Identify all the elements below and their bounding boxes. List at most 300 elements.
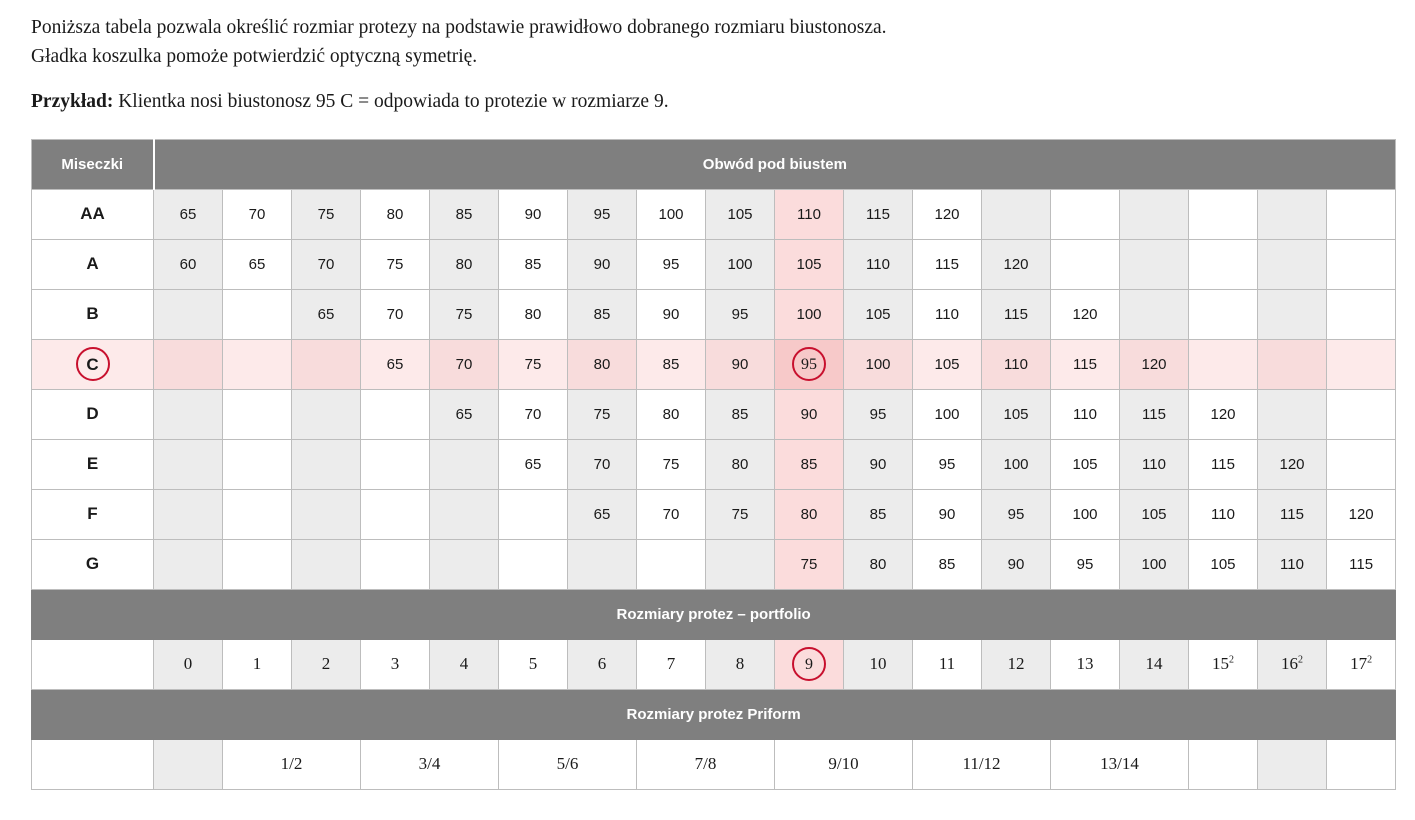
size-cell	[1258, 289, 1327, 339]
cup-label: AA	[80, 204, 105, 224]
size-value: 85	[938, 555, 956, 573]
portfolio-value: 10	[869, 654, 887, 674]
size-cell	[1189, 339, 1258, 389]
portfolio-cell	[154, 639, 223, 689]
size-cell	[223, 189, 292, 239]
size-cell	[1327, 539, 1396, 589]
size-cell	[292, 539, 361, 589]
size-cell	[1258, 489, 1327, 539]
size-value: 70	[248, 205, 266, 223]
size-cell	[913, 539, 982, 589]
size-value: 65	[455, 405, 473, 423]
size-value: 120	[1141, 355, 1167, 373]
size-cell	[1189, 289, 1258, 339]
size-cell	[637, 439, 706, 489]
size-cell	[361, 239, 430, 289]
priform-cell	[361, 739, 499, 789]
example-paragraph	[31, 91, 1385, 113]
size-cell	[430, 339, 499, 389]
size-value: 70	[593, 455, 611, 473]
size-cell	[292, 339, 361, 389]
size-cell	[154, 539, 223, 589]
size-cell	[292, 489, 361, 539]
size-cell	[568, 539, 637, 589]
size-value: 100	[1141, 555, 1167, 573]
size-value: 85	[800, 455, 818, 473]
size-value: 80	[593, 355, 611, 373]
intro-line-1: Poniższa tabela pozwala określić rozmiar protezy na podstawie prawidłowo dobranego rozmiaru biustonosza.	[31, 17, 887, 38]
circle-marker-value: 95	[792, 347, 826, 381]
size-value: 105	[1003, 405, 1029, 423]
portfolio-cell	[223, 639, 292, 689]
portfolio-cell	[568, 639, 637, 689]
size-value: 115	[866, 205, 890, 223]
circle-marker-cup: C	[76, 347, 110, 381]
size-cell	[1327, 239, 1396, 289]
size-cell	[223, 389, 292, 439]
size-cell	[1051, 289, 1120, 339]
intro-paragraph	[31, 14, 1385, 72]
size-cell	[706, 439, 775, 489]
size-cell	[982, 439, 1051, 489]
size-cell	[775, 389, 844, 439]
portfolio-value: 4	[459, 654, 469, 674]
size-cell	[568, 339, 637, 389]
size-cell	[430, 389, 499, 439]
size-cell	[361, 539, 430, 589]
size-value: 110	[935, 305, 959, 323]
size-cell	[637, 239, 706, 289]
portfolio-cell	[844, 639, 913, 689]
portfolio-cell	[913, 639, 982, 689]
size-cell	[1189, 389, 1258, 439]
portfolio-superscript: 2	[1298, 654, 1303, 666]
cup-label: E	[86, 454, 99, 474]
size-cell	[292, 439, 361, 489]
portfolio-cell	[361, 639, 430, 689]
size-cell	[775, 239, 844, 289]
size-cell	[430, 289, 499, 339]
size-value: 110	[1142, 455, 1166, 473]
size-value: 90	[800, 405, 818, 423]
table-row	[32, 339, 1396, 389]
size-value: 100	[658, 205, 684, 223]
size-cell	[292, 189, 361, 239]
size-value: 85	[731, 405, 749, 423]
size-value: 105	[1210, 555, 1236, 573]
portfolio-cell	[1258, 639, 1327, 689]
size-cell	[913, 239, 982, 289]
size-cell	[775, 289, 844, 339]
size-value: 80	[869, 555, 887, 573]
size-value: 75	[731, 505, 749, 523]
size-cell	[1120, 489, 1189, 539]
size-cell	[637, 539, 706, 589]
size-cell	[361, 289, 430, 339]
table-row	[32, 239, 1396, 289]
portfolio-cell	[1120, 639, 1189, 689]
portfolio-value: 1	[252, 654, 262, 674]
size-cell	[1189, 539, 1258, 589]
size-value: 90	[524, 205, 542, 223]
intro-line-2: Gładka koszulka pomoże potwierdzić optyczną symetrię.	[31, 45, 478, 67]
portfolio-superscript: 2	[1229, 654, 1234, 666]
size-value: 115	[1073, 355, 1097, 373]
size-cell	[223, 289, 292, 339]
size-cell	[361, 439, 430, 489]
size-value: 85	[662, 355, 680, 373]
size-cell	[1120, 439, 1189, 489]
size-cell	[430, 189, 499, 239]
portfolio-value: 0	[183, 654, 193, 674]
cup-cell-A	[32, 239, 154, 289]
size-value: 85	[869, 505, 887, 523]
portfolio-value: 8	[735, 654, 745, 674]
size-cell	[361, 189, 430, 239]
size-value: 100	[727, 255, 753, 273]
size-cell	[1258, 389, 1327, 439]
priform-cell	[775, 739, 913, 789]
size-cell	[154, 389, 223, 439]
size-cell	[844, 189, 913, 239]
size-cell	[844, 239, 913, 289]
size-cell	[1327, 189, 1396, 239]
size-value: 115	[1142, 405, 1166, 423]
size-cell	[499, 439, 568, 489]
size-value: 110	[1004, 355, 1028, 373]
portfolio-cell	[982, 639, 1051, 689]
size-cell	[430, 489, 499, 539]
size-cell	[1120, 239, 1189, 289]
size-cell	[1120, 539, 1189, 589]
size-cell	[499, 539, 568, 589]
table-row	[32, 289, 1396, 339]
size-value: 80	[800, 505, 818, 523]
priform-cell	[154, 739, 223, 789]
size-cell	[913, 339, 982, 389]
portfolio-cell	[292, 639, 361, 689]
size-cell	[913, 389, 982, 439]
size-cell	[637, 389, 706, 439]
size-cell	[1051, 439, 1120, 489]
size-value: 110	[1211, 505, 1235, 523]
size-value: 70	[524, 405, 542, 423]
size-cell	[637, 189, 706, 239]
size-cell	[1258, 439, 1327, 489]
size-cell	[568, 489, 637, 539]
header-cup-cell: Miseczki	[32, 139, 154, 189]
portfolio-value: 17	[1350, 654, 1368, 674]
size-value: 85	[524, 255, 542, 273]
table-row	[32, 189, 1396, 239]
size-value: 100	[865, 355, 891, 373]
size-value: 115	[1004, 305, 1028, 323]
size-value: 90	[938, 505, 956, 523]
size-value: 95	[593, 205, 611, 223]
priform-value: 13/14	[1100, 754, 1139, 774]
table-row	[32, 539, 1396, 589]
cup-label: G	[85, 554, 100, 574]
portfolio-value: 3	[390, 654, 400, 674]
priform-cell	[1258, 739, 1327, 789]
size-cell	[361, 339, 430, 389]
portfolio-cell	[1327, 639, 1396, 689]
size-value: 115	[935, 255, 959, 273]
size-value: 110	[1073, 405, 1097, 423]
size-cell	[706, 339, 775, 389]
portfolio-cell	[499, 639, 568, 689]
size-cell	[430, 239, 499, 289]
size-cell	[982, 489, 1051, 539]
priform-band-row	[32, 689, 1396, 739]
priform-cell	[1051, 739, 1189, 789]
size-cell	[913, 289, 982, 339]
priform-row	[32, 739, 1396, 789]
size-cell	[1189, 239, 1258, 289]
portfolio-value: 12	[1007, 654, 1025, 674]
size-cell	[1258, 339, 1327, 389]
portfolio-value: 6	[597, 654, 607, 674]
portfolio-value: 5	[528, 654, 538, 674]
size-value: 105	[865, 305, 891, 323]
example-label: Przykład:	[31, 90, 114, 112]
size-cell	[775, 189, 844, 239]
size-value: 120	[1072, 305, 1098, 323]
size-cell	[1327, 289, 1396, 339]
size-value: 110	[797, 205, 821, 223]
priform-empty-cell	[32, 739, 154, 789]
portfolio-value: 2	[321, 654, 331, 674]
portfolio-cell	[430, 639, 499, 689]
size-value: 100	[796, 305, 822, 323]
size-value: 70	[386, 305, 404, 323]
size-cell	[1051, 189, 1120, 239]
size-value: 60	[179, 255, 197, 273]
size-cell	[430, 539, 499, 589]
size-cell	[1120, 339, 1189, 389]
size-value: 90	[662, 305, 680, 323]
size-value: 90	[731, 355, 749, 373]
size-value: 65	[317, 305, 335, 323]
priform-value: 11/12	[962, 754, 1001, 774]
table-header-row	[32, 139, 1396, 189]
size-value: 105	[796, 255, 822, 273]
size-value: 80	[731, 455, 749, 473]
portfolio-superscript: 2	[1367, 654, 1373, 666]
priform-cell	[1327, 739, 1396, 789]
priform-cell	[913, 739, 1051, 789]
size-value: 115	[1211, 455, 1235, 473]
cup-cell-AA	[32, 189, 154, 239]
portfolio-band-label: Rozmiary protez – portfolio	[32, 589, 1396, 639]
priform-cell	[223, 739, 361, 789]
size-cell	[568, 389, 637, 439]
size-cell	[706, 539, 775, 589]
table-row	[32, 439, 1396, 489]
portfolio-cell	[775, 639, 844, 689]
size-value: 105	[1141, 505, 1167, 523]
portfolio-value: 11	[938, 654, 956, 674]
header-band-cell: Obwód pod biustem	[154, 139, 1396, 189]
size-value: 95	[1007, 505, 1025, 523]
size-cell	[982, 389, 1051, 439]
priform-value: 3/4	[418, 754, 441, 774]
size-value: 75	[593, 405, 611, 423]
size-cell	[223, 239, 292, 289]
size-cell	[223, 339, 292, 389]
size-cell	[361, 389, 430, 439]
size-cell	[706, 489, 775, 539]
size-cell	[1120, 289, 1189, 339]
size-value: 110	[1280, 555, 1304, 573]
priform-cell	[499, 739, 637, 789]
size-cell	[223, 489, 292, 539]
size-cell	[1258, 539, 1327, 589]
size-cell	[913, 439, 982, 489]
priform-value: 1/2	[280, 754, 303, 774]
size-value: 75	[386, 255, 404, 273]
size-value: 115	[1280, 505, 1304, 523]
priform-value: 5/6	[556, 754, 579, 774]
portfolio-cell	[1051, 639, 1120, 689]
size-value: 70	[317, 255, 335, 273]
size-cell	[499, 289, 568, 339]
portfolio-empty-cell	[32, 639, 154, 689]
size-cell	[499, 189, 568, 239]
cup-cell-C	[32, 339, 154, 389]
size-cell	[499, 339, 568, 389]
size-cell	[568, 439, 637, 489]
size-value: 120	[1279, 455, 1305, 473]
size-cell	[568, 189, 637, 239]
priform-cell	[1189, 739, 1258, 789]
size-cell	[1120, 389, 1189, 439]
priform-cell	[637, 739, 775, 789]
size-value: 65	[593, 505, 611, 523]
size-value: 70	[662, 505, 680, 523]
size-cell	[499, 489, 568, 539]
size-cell	[154, 189, 223, 239]
size-value: 70	[455, 355, 473, 373]
size-cell	[1189, 489, 1258, 539]
size-cell	[1120, 189, 1189, 239]
size-cell	[1051, 239, 1120, 289]
cup-cell-E	[32, 439, 154, 489]
size-cell	[706, 289, 775, 339]
portfolio-cell	[637, 639, 706, 689]
size-cell	[1051, 489, 1120, 539]
portfolio-cell	[1189, 639, 1258, 689]
table-row	[32, 389, 1396, 439]
size-value: 65	[524, 455, 542, 473]
size-value: 120	[1348, 505, 1374, 523]
size-value: 80	[524, 305, 542, 323]
size-value: 100	[1003, 455, 1029, 473]
size-cell	[154, 239, 223, 289]
size-cell	[844, 289, 913, 339]
size-cell	[844, 439, 913, 489]
size-value: 95	[938, 455, 956, 473]
example-text: Klientka nosi biustonosz 95 C = odpowiada to protezie w rozmiarze 9.	[113, 90, 669, 112]
size-value: 75	[455, 305, 473, 323]
size-cell	[775, 439, 844, 489]
size-cell	[844, 389, 913, 439]
size-cell	[913, 489, 982, 539]
size-value: 120	[1003, 255, 1029, 273]
size-cell	[844, 339, 913, 389]
size-cell	[1051, 539, 1120, 589]
table-row	[32, 489, 1396, 539]
cup-label: A	[86, 254, 99, 274]
size-value: 95	[731, 305, 749, 323]
size-cell	[499, 239, 568, 289]
size-cell	[499, 389, 568, 439]
size-value: 100	[934, 405, 960, 423]
priform-value: 9/10	[828, 754, 859, 774]
size-value: 75	[524, 355, 542, 373]
size-value: 80	[386, 205, 404, 223]
size-cell	[1051, 389, 1120, 439]
size-cell	[1051, 339, 1120, 389]
size-cell	[637, 289, 706, 339]
size-cell	[361, 489, 430, 539]
size-value: 65	[179, 205, 197, 223]
sizing-table	[31, 139, 1396, 790]
portfolio-cell	[706, 639, 775, 689]
size-cell	[844, 539, 913, 589]
size-cell	[982, 289, 1051, 339]
size-value: 105	[934, 355, 960, 373]
size-value: 75	[317, 205, 335, 223]
size-cell	[982, 339, 1051, 389]
portfolio-value: 16	[1281, 654, 1298, 674]
size-value: 85	[455, 205, 473, 223]
size-cell	[223, 439, 292, 489]
size-cell	[1327, 389, 1396, 439]
size-value: 80	[455, 255, 473, 273]
size-value: 95	[1076, 555, 1094, 573]
size-cell	[292, 389, 361, 439]
size-value: 95	[662, 255, 680, 273]
size-value: 90	[869, 455, 887, 473]
portfolio-row	[32, 639, 1396, 689]
size-value: 120	[934, 205, 960, 223]
size-value: 115	[1349, 555, 1374, 573]
size-value: 120	[1210, 405, 1236, 423]
size-cell	[154, 439, 223, 489]
size-cell	[1327, 489, 1396, 539]
cup-label: D	[86, 404, 99, 424]
priform-value: 7/8	[694, 754, 717, 774]
cup-label: B	[86, 304, 99, 324]
size-cell	[223, 539, 292, 589]
size-cell	[1258, 239, 1327, 289]
size-cell	[154, 289, 223, 339]
size-cell	[1327, 439, 1396, 489]
size-cell	[982, 239, 1051, 289]
size-value: 110	[866, 255, 890, 273]
size-cell	[568, 239, 637, 289]
size-cell	[706, 189, 775, 239]
size-value: 95	[869, 405, 887, 423]
cup-cell-F	[32, 489, 154, 539]
size-cell	[1189, 439, 1258, 489]
size-cell	[775, 539, 844, 589]
size-cell	[430, 439, 499, 489]
size-cell	[637, 339, 706, 389]
size-cell	[292, 239, 361, 289]
size-value: 100	[1072, 505, 1098, 523]
